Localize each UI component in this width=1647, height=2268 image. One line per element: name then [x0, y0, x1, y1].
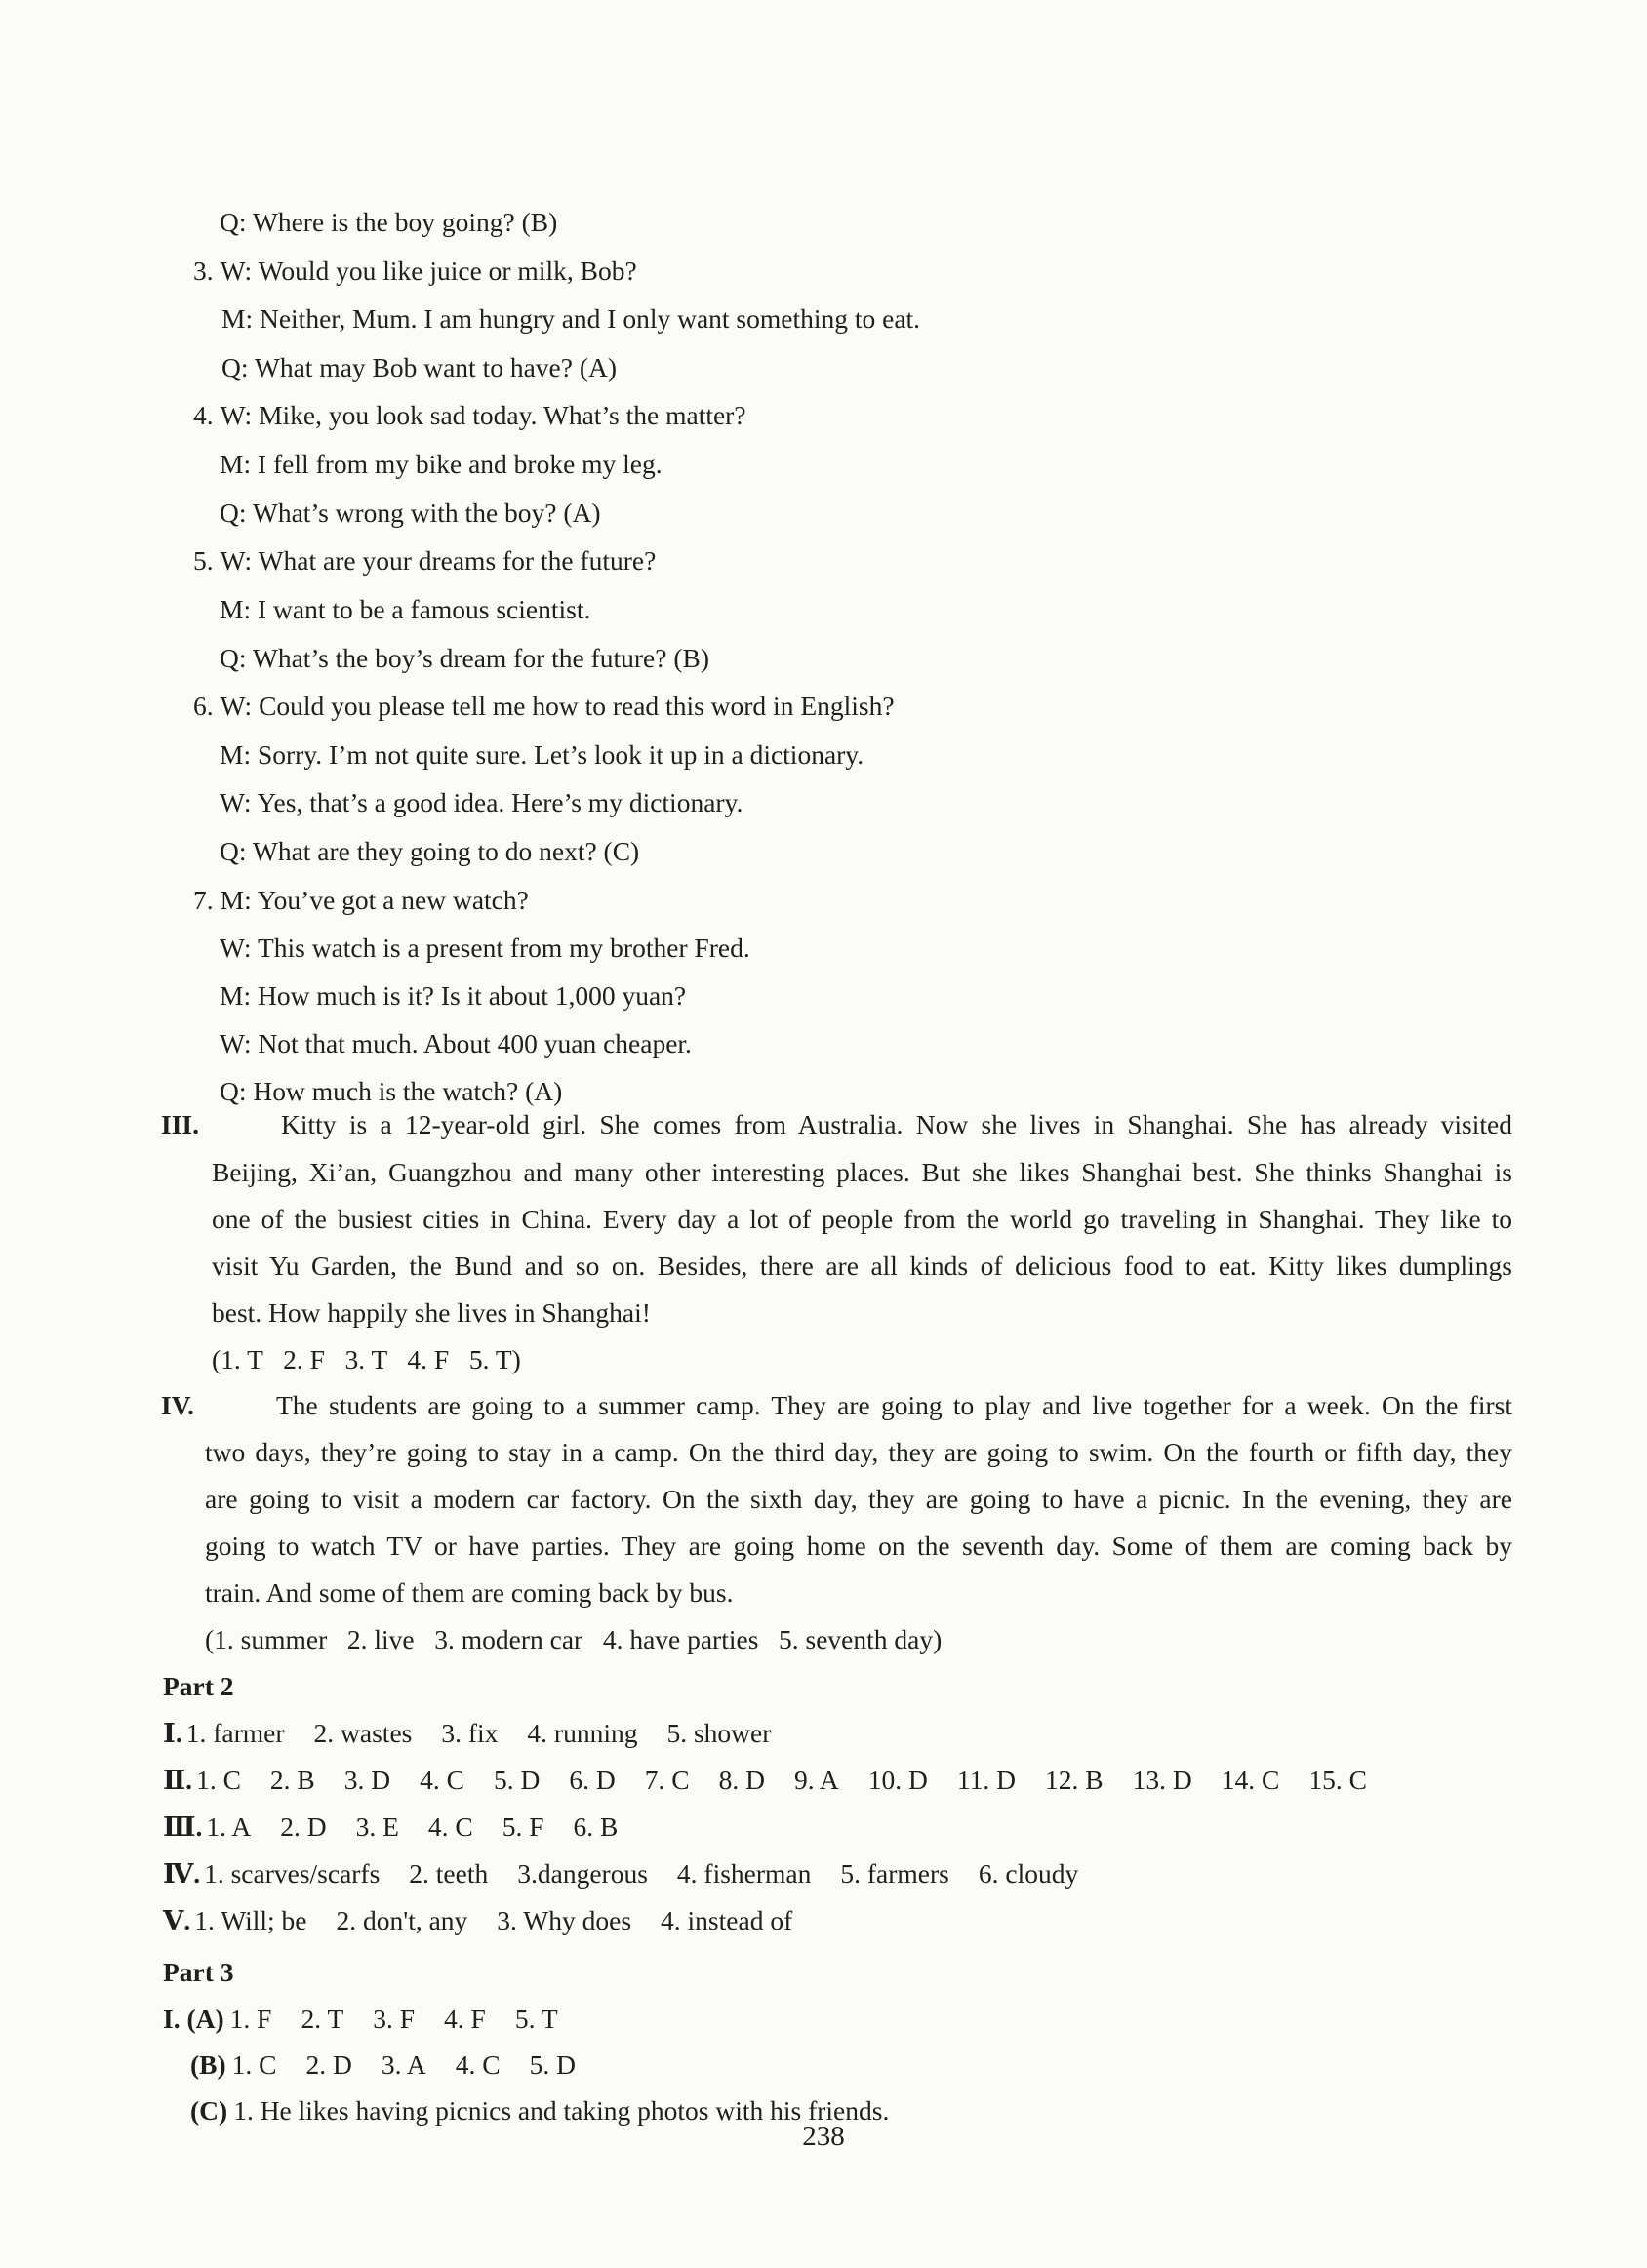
page-number: 238	[802, 2121, 845, 2152]
answer-item: 12. B	[1045, 1765, 1104, 1795]
transcript-line	[220, 832, 639, 871]
transcript-line	[193, 541, 656, 580]
transcript-item-number: 5.	[193, 545, 214, 576]
part3-row-a-label: I. (A)	[163, 2004, 224, 2034]
answer-item: 13. D	[1132, 1765, 1192, 1795]
transcript-text: Q: What are they going to do next? (C)	[220, 836, 640, 866]
transcript-line	[220, 1024, 692, 1063]
answer-item: 1. C	[196, 1765, 241, 1795]
answer-item: 6. cloudy	[978, 1858, 1079, 1889]
answer-item: 1. Will; be	[194, 1905, 307, 1935]
passage-iv-line-5: train. And some of them are coming back by bus.	[205, 1577, 734, 1608]
part2-row-1	[163, 1714, 771, 1753]
part2-row-label: Ⅱ.	[163, 1765, 193, 1795]
part2-row-label: Ⅰ.	[163, 1718, 182, 1748]
answer-item: 3. fix	[441, 1718, 499, 1748]
transcript-text: M: I fell from my bike and broke my leg.	[220, 449, 663, 479]
answer-item: 5. F	[502, 1811, 544, 1842]
part2-title: Part 2	[163, 1671, 234, 1701]
part3-row-c-label: (C)	[190, 2095, 228, 2126]
transcript-line	[193, 252, 637, 291]
section-label-iv: IV.	[161, 1390, 194, 1420]
answer-item: 4. C	[427, 1811, 473, 1842]
transcript-line	[220, 736, 864, 775]
answer-item: 4. C	[420, 1765, 464, 1795]
answer-item: 2. teeth	[409, 1858, 489, 1889]
answer-item: 2. wastes	[313, 1718, 413, 1748]
answer-item: 11. D	[956, 1765, 1016, 1795]
answer-item: 1. F	[229, 2004, 272, 2034]
answer-item: 7. C	[644, 1765, 690, 1795]
transcript-line	[220, 783, 743, 822]
transcript-item-number: 7.	[193, 885, 214, 915]
transcript-text: W: Yes, that’s a good idea. Here’s my dictionary.	[220, 787, 743, 817]
passage-iv-line-1: The students are going to a summer camp. They are going to play and live together for a week. On the first	[276, 1390, 1512, 1420]
passage-iii-line-3: one of the busiest cities in China. Every day a lot of people from the world go traveling in Shanghai. They like to	[212, 1204, 1512, 1234]
transcript-text: Q: What’s wrong with the boy? (A)	[220, 497, 601, 528]
part2-row-3	[163, 1808, 618, 1847]
answer-item: 2. don't, any	[336, 1905, 468, 1935]
answer-item: 3.dangerous	[517, 1858, 648, 1889]
transcript-line	[220, 929, 750, 968]
answer-item: 1. A	[206, 1811, 252, 1842]
answer-item: 5. farmers	[840, 1858, 949, 1889]
transcript-line	[193, 396, 746, 435]
answer-item: 1. scarves/scarfs	[204, 1858, 381, 1889]
transcript-text: W: Mike, you look sad today. What’s the matter?	[220, 400, 746, 430]
answer-item: 2. B	[269, 1765, 315, 1795]
part3-row-b-items	[232, 2049, 576, 2080]
section-label-iii: III.	[161, 1109, 199, 1139]
transcript-line	[193, 881, 529, 920]
answer-item: 5. D	[529, 2049, 576, 2080]
answer-item: 10. D	[867, 1765, 928, 1795]
passage-iv-line-2: two days, they’re going to stay in a camp. On the third day, they are going to swim. On the fourth or fifth day, they	[205, 1437, 1512, 1467]
answer-item: 3. D	[343, 1765, 391, 1795]
transcript-line	[220, 494, 601, 533]
transcript-text: Q: What’s the boy’s dream for the future? (B)	[220, 643, 709, 673]
answer-item: 2. T	[301, 2004, 344, 2034]
passage-iv-line-4: going to watch TV or have parties. They are going home on the seventh day. Some of them are coming back by	[205, 1531, 1512, 1561]
transcript-line	[221, 299, 920, 338]
answer-item: 1. C	[231, 2049, 277, 2080]
transcript-text: M: Sorry. I’m not quite sure. Let’s look it up in a dictionary.	[220, 739, 864, 770]
transcript-text: Q: How much is the watch? (A)	[220, 1076, 563, 1106]
part2-row-2	[163, 1761, 1367, 1800]
answer-item: 3. E	[355, 1811, 399, 1842]
answer-item: 5. T	[514, 2004, 558, 2034]
transcript-text: M: You’ve got a new watch?	[220, 885, 529, 915]
transcript-text: Q: What may Bob want to have? (A)	[221, 352, 618, 382]
transcript-line	[220, 639, 709, 678]
answers-iv: (1. summer 2. live 3. modern car 4. have parties 5. seventh day)	[205, 1624, 943, 1654]
transcript-text: Q: Where is the boy going? (B)	[220, 207, 558, 237]
transcript-text: W: Would you like juice or milk, Bob?	[220, 256, 637, 286]
part3-row-c-text: 1. He likes having picnics and taking photos with his friends.	[233, 2095, 890, 2126]
answer-item: 15. C	[1308, 1765, 1367, 1795]
part2-row-4	[163, 1854, 1078, 1893]
answer-item: 3. Why does	[497, 1905, 632, 1935]
transcript-text: W: Not that much. About 400 yuan cheaper.	[220, 1028, 692, 1058]
passage-iv-line-3: are going to visit a modern car factory. On the sixth day, they are going to have a picnic. In the evening, they are	[205, 1484, 1512, 1514]
part3-title: Part 3	[163, 1957, 234, 1987]
passage-iii-line-5: best. How happily she lives in Shanghai!	[212, 1297, 651, 1328]
passage-iii-line-4: visit Yu Garden, the Bund and so on. Besides, there are all kinds of delicious food to eat. Kitty likes dumplings	[212, 1251, 1512, 1281]
answer-item: 3. A	[381, 2049, 426, 2080]
passage-iii-line-2: Beijing, Xi’an, Guangzhou and many other interesting places. But she likes Shanghai best. She thinks Shanghai is	[212, 1157, 1512, 1187]
transcript-line	[220, 203, 557, 242]
part3-row-a-items	[230, 2004, 558, 2034]
transcript-line	[221, 348, 617, 387]
transcript-text: M: I want to be a famous scientist.	[220, 594, 591, 624]
answer-item: 14. C	[1221, 1765, 1280, 1795]
transcript-line	[220, 445, 663, 484]
part2-row-label: Ⅳ.	[163, 1858, 201, 1889]
answer-item: 4. F	[444, 2004, 486, 2034]
answer-item: 1. farmer	[185, 1718, 285, 1748]
transcript-text: W: Could you please tell me how to read this word in English?	[220, 691, 895, 721]
answer-item: 5. shower	[666, 1718, 772, 1748]
answer-item: 2. D	[305, 2049, 352, 2080]
answer-item: 6. D	[569, 1765, 616, 1795]
answer-item: 4. fisherman	[676, 1858, 812, 1889]
answer-item: 8. D	[718, 1765, 765, 1795]
part2-row-5	[163, 1901, 792, 1940]
answer-item: 6. B	[573, 1811, 619, 1842]
transcript-text: M: Neither, Mum. I am hungry and I only want something to eat.	[221, 303, 921, 334]
part2-row-label: Ⅲ.	[163, 1811, 203, 1842]
answer-item: 2. D	[280, 1811, 327, 1842]
part3-row-b-label: (B)	[190, 2049, 226, 2080]
transcript-text: M: How much is it? Is it about 1,000 yuan?	[220, 980, 687, 1011]
answer-item: 5. D	[493, 1765, 541, 1795]
transcript-line	[220, 590, 590, 629]
passage-iii-line-1: Kitty is a 12-year-old girl. She comes from Australia. Now she lives in Shanghai. She has already visited	[281, 1109, 1512, 1139]
transcript-text: W: What are your dreams for the future?	[220, 545, 657, 576]
answer-item: 9. A	[793, 1765, 839, 1795]
answer-item: 3. F	[373, 2004, 416, 2034]
answers-iii: (1. T 2. F 3. T 4. F 5. T)	[212, 1344, 521, 1374]
transcript-item-number: 3.	[193, 256, 214, 286]
answer-item: 4. instead of	[661, 1905, 793, 1935]
part2-row-label: Ⅴ.	[163, 1905, 191, 1935]
transcript-line	[220, 976, 686, 1015]
transcript-line	[193, 687, 895, 726]
transcript-item-number: 6.	[193, 691, 214, 721]
answer-item: 4. C	[455, 2049, 501, 2080]
part3-row-b	[190, 2046, 576, 2085]
answer-item: 4. running	[527, 1718, 638, 1748]
transcript-text: W: This watch is a present from my brother Fred.	[220, 933, 750, 963]
part3-row-a	[163, 2000, 558, 2039]
transcript-item-number: 4.	[193, 400, 214, 430]
